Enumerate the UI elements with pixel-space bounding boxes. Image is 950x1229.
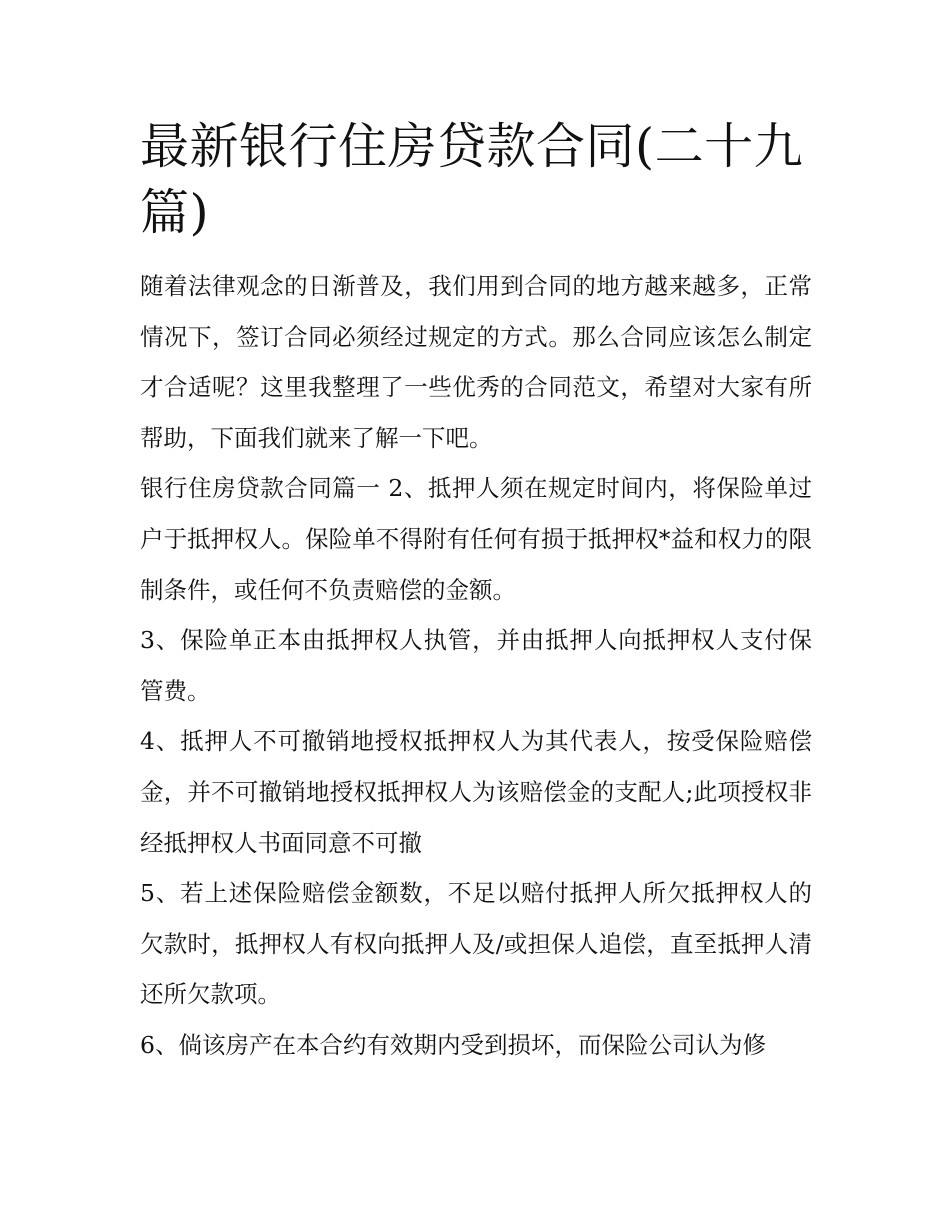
clause-3-paragraph: 3、保险单正本由抵押权人执管，并由抵押人向抵押权人支付保管费。 xyxy=(140,626,812,705)
clause-6-paragraph: 6、倘该房产在本合约有效期内受到损坏，而保险公司认为修 xyxy=(140,1030,766,1059)
clause-4-paragraph: 4、抵押人不可撤销地授权抵押权人为其代表人，按受保险赔偿金，并不可撤销地授权抵押权人为该赔偿金的支配人;此项授权非经抵押权人书面同意不可撤 xyxy=(140,727,812,857)
document-page xyxy=(140,114,812,1071)
intro-paragraph: 随着法律观念的日渐普及，我们用到合同的地方越来越多，正常情况下，签订合同必须经过规定的方式。那么合同应该怎么制定才合适呢？这里我整理了一些优秀的合同范文，希望对大家有所帮助，下面我们就来了解一下吧。 xyxy=(140,272,812,452)
document-title: 最新银行住房贷款合同(二十九篇) xyxy=(140,118,804,241)
clause-2-paragraph: 银行住房贷款合同篇一 2、抵押人须在规定时间内，将保险单过户于抵押权人。保险单不得附有任何有损于抵押权*益和权力的限制条件，或任何不负责赔偿的金额。 xyxy=(140,474,812,604)
clause-5-paragraph: 5、若上述保险赔偿金额数，不足以赔付抵押人所欠抵押权人的欠款时，抵押权人有权向抵押人及/或担保人追偿，直至抵押人清还所欠款项。 xyxy=(140,879,812,1009)
